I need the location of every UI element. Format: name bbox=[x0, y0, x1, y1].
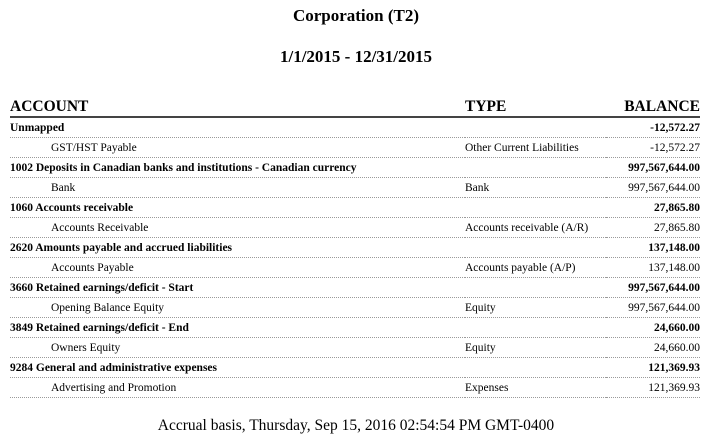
account-mapping-table bbox=[10, 92, 700, 398]
table-row-detail[interactable] bbox=[10, 298, 700, 318]
table-header bbox=[10, 92, 700, 117]
account-cell: Accounts Payable bbox=[10, 258, 465, 278]
type-cell: Accounts receivable (A/R) bbox=[465, 218, 606, 238]
table-row-detail[interactable] bbox=[10, 218, 700, 238]
table-row-detail[interactable] bbox=[10, 258, 700, 278]
table-row-group bbox=[10, 238, 700, 258]
account-cell: Owners Equity bbox=[10, 338, 465, 358]
balance-cell: 27,865.80 bbox=[606, 198, 700, 218]
account-cell: 3660 Retained earnings/deficit - Start bbox=[10, 278, 465, 298]
account-cell: GST/HST Payable bbox=[10, 138, 465, 158]
balance-cell: 121,369.93 bbox=[606, 378, 700, 398]
table-row-group bbox=[10, 198, 700, 218]
type-cell bbox=[465, 158, 606, 178]
balance-cell: 997,567,644.00 bbox=[606, 158, 700, 178]
type-cell bbox=[465, 278, 606, 298]
account-cell: Unmapped bbox=[10, 117, 465, 138]
type-cell: Accounts payable (A/P) bbox=[465, 258, 606, 278]
table-row-group bbox=[10, 158, 700, 178]
table-row-group bbox=[10, 358, 700, 378]
account-cell: Opening Balance Equity bbox=[10, 298, 465, 318]
table-header-row bbox=[10, 92, 700, 117]
column-header-balance[interactable]: BALANCE bbox=[606, 92, 700, 117]
table-body bbox=[10, 117, 700, 398]
type-cell: Equity bbox=[465, 298, 606, 318]
table-row-detail[interactable] bbox=[10, 378, 700, 398]
account-table bbox=[10, 92, 700, 398]
account-cell: 1002 Deposits in Canadian banks and institutions - Canadian currency bbox=[10, 158, 465, 178]
balance-cell: 121,369.93 bbox=[606, 358, 700, 378]
table-row-group bbox=[10, 278, 700, 298]
type-cell: Expenses bbox=[465, 378, 606, 398]
balance-cell: 137,148.00 bbox=[606, 238, 700, 258]
balance-cell: -12,572.27 bbox=[606, 117, 700, 138]
type-cell bbox=[465, 198, 606, 218]
report-title: Corporation (T2) bbox=[292, 6, 420, 25]
account-cell: 2620 Amounts payable and accrued liabilities bbox=[10, 238, 465, 258]
type-cell: Bank bbox=[465, 178, 606, 198]
account-cell: Accounts Receivable bbox=[10, 218, 465, 238]
balance-cell: 997,567,644.00 bbox=[606, 178, 700, 198]
account-cell: 1060 Accounts receivable bbox=[10, 198, 465, 218]
type-cell bbox=[465, 238, 606, 258]
table-row-group bbox=[10, 318, 700, 338]
balance-cell: 997,567,644.00 bbox=[606, 278, 700, 298]
account-cell: Bank bbox=[10, 178, 465, 198]
balance-cell: 997,567,644.00 bbox=[606, 298, 700, 318]
type-cell: Equity bbox=[465, 338, 606, 358]
balance-cell: -12,572.27 bbox=[606, 138, 700, 158]
report-period: 1/1/2015 - 12/31/2015 bbox=[279, 47, 433, 66]
balance-cell: 24,660.00 bbox=[606, 318, 700, 338]
table-row-group bbox=[10, 117, 700, 138]
type-cell bbox=[465, 358, 606, 378]
table-row-detail[interactable] bbox=[10, 338, 700, 358]
account-cell: 3849 Retained earnings/deficit - End bbox=[10, 318, 465, 338]
column-header-account[interactable]: ACCOUNT bbox=[10, 92, 465, 117]
account-cell: 9284 General and administrative expenses bbox=[10, 358, 465, 378]
type-cell bbox=[465, 117, 606, 138]
type-cell bbox=[465, 318, 606, 338]
column-header-type[interactable]: TYPE bbox=[465, 92, 606, 117]
table-row-detail[interactable] bbox=[10, 138, 700, 158]
balance-cell: 137,148.00 bbox=[606, 258, 700, 278]
balance-cell: 24,660.00 bbox=[606, 338, 700, 358]
report-footer: Accrual basis, Thursday, Sep 15, 2016 02:54:54 PM GMT-0400 bbox=[157, 417, 555, 434]
account-cell: Advertising and Promotion bbox=[10, 378, 465, 398]
table-row-detail[interactable] bbox=[10, 178, 700, 198]
balance-cell: 27,865.80 bbox=[606, 218, 700, 238]
type-cell: Other Current Liabilities bbox=[465, 138, 606, 158]
